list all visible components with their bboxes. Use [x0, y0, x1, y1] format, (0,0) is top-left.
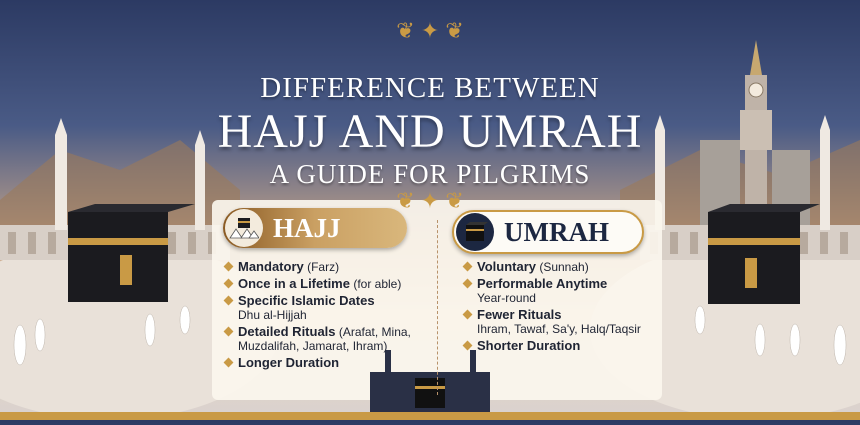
bullet-icon: [463, 341, 473, 351]
list-item: [225, 325, 430, 353]
ornament-bottom-icon: ❦ ✦ ❦: [396, 188, 464, 213]
column-divider: [437, 220, 438, 395]
title-line-2: HAJJ AND UMRAH: [217, 105, 643, 158]
item-bold: Longer Duration: [238, 355, 340, 370]
bottom-bar: [0, 412, 860, 420]
bullet-icon: [224, 327, 234, 337]
item-rest: (for able): [349, 277, 402, 291]
item-bold: Once in a Lifetime: [238, 276, 350, 291]
title-line-3: A GUIDE FOR PILGRIMS: [269, 159, 591, 189]
hajj-list: [225, 260, 430, 373]
list-item: [225, 260, 430, 274]
list-item: [464, 260, 664, 274]
umrah-label: UMRAH: [504, 216, 609, 247]
hajj-badge: [223, 208, 407, 248]
list-item: [464, 308, 664, 336]
item-rest: (Sunnah): [536, 260, 589, 274]
bullet-icon: [224, 262, 234, 272]
item-bold: Detailed Rituals: [238, 324, 336, 339]
tents-icon: [225, 209, 263, 247]
list-item: [225, 356, 430, 370]
item-bold: Performable Anytime: [477, 276, 608, 291]
umrah-badge: [452, 210, 644, 254]
list-item: [464, 339, 664, 353]
list-item: [464, 277, 664, 305]
umrah-list: [464, 260, 664, 356]
hajj-label: HAJJ: [273, 212, 341, 243]
bullet-icon: [224, 279, 234, 289]
kaaba-icon: [456, 213, 494, 251]
item-bold: Mandatory: [238, 259, 304, 274]
item-rest: (Farz): [303, 260, 340, 274]
item-bold: Specific Islamic Dates: [238, 293, 375, 308]
bullet-icon: [463, 310, 473, 320]
item-rest: (Arafat, Mina, Muzdalifah, Jamarat, Ihram): [238, 325, 411, 353]
title-block: [190, 20, 670, 212]
ornament-top-icon: ❦ ✦ ❦: [396, 18, 464, 43]
bullet-icon: [224, 358, 234, 368]
item-bold: Voluntary: [477, 259, 536, 274]
title-line-1: DIFFERENCE BETWEEN: [260, 72, 600, 104]
bullet-icon: [463, 279, 473, 289]
item-sub: Ihram, Tawaf, Sa'y, Halq/Taqsir: [477, 322, 641, 336]
item-sub: Dhu al-Hijjah: [238, 308, 307, 322]
item-sub: Year-round: [477, 291, 536, 305]
item-bold: Fewer Rituals: [477, 307, 562, 322]
bullet-icon: [463, 262, 473, 272]
list-item: [225, 294, 430, 322]
list-item: [225, 277, 430, 291]
item-bold: Shorter Duration: [477, 338, 581, 353]
bullet-icon: [224, 296, 234, 306]
